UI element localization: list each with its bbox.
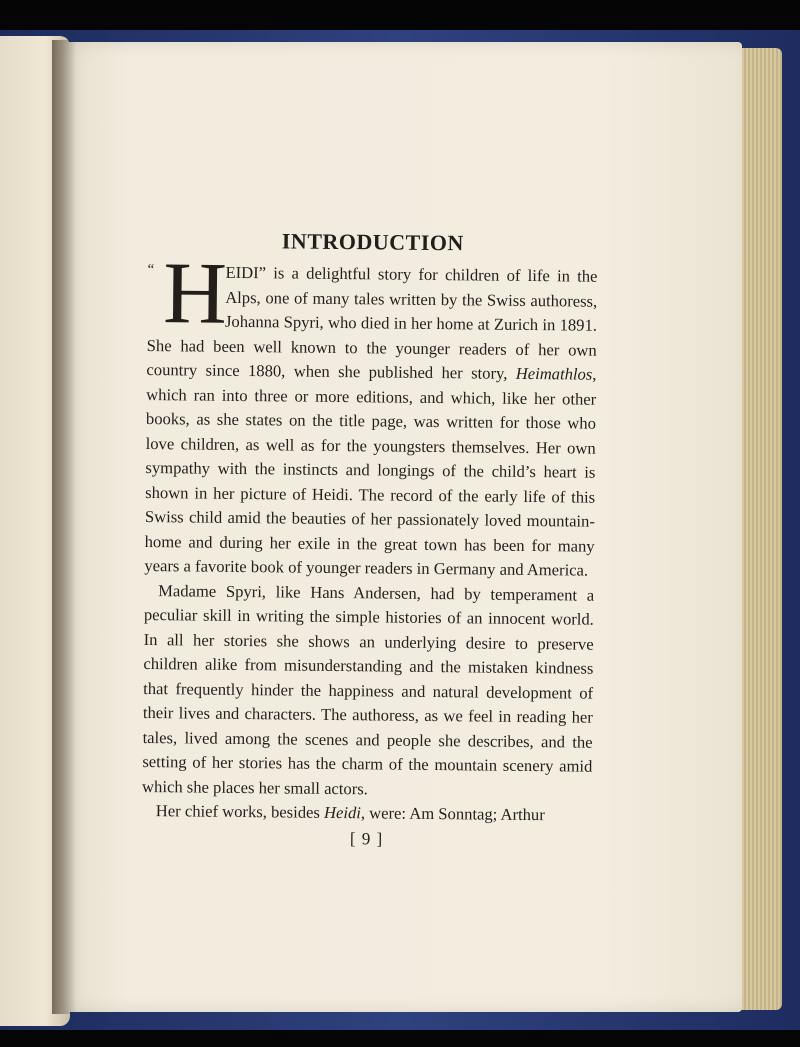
page-gutter [52,40,76,1014]
page-number: [ 9 ] [349,828,384,848]
book-title: Heimathlos [515,363,593,384]
drop-cap-letter: H [162,245,228,343]
paragraph-text: Madame Spyri, like Hans Andersen, had by temperament a peculiar skill in writing the simple histories of an innocent world. In all her stories she shows an underlying desire to preserve children alike from misunderstanding and the mistaken kindness that frequently hinder the happiness and natural development of their lives and characters. The authoress, as we feel in reading her tales, lived among the scenes and people she describes, and the setting of her stories has the charm of the mountain scenery amid which she places her small actors. [142,580,595,798]
paragraph-text: , were: Am Sonntag; Arthur [360,803,545,825]
paragraph-1 [144,245,598,583]
paragraph-text: Her chief works, besides [155,801,325,822]
drop-cap-quote: “ [147,261,155,279]
paragraph-text: EIDI” is a delightful story for children of life in the Alps, one of many tales written by the Swiss authoress, Johanna Spyri, who died in her home at Zurich in 1891. She had been well known to the younger readers of her own country since 1880, when she published her story, [146,262,598,383]
paragraph-2 [142,578,594,803]
paragraph-text: , which ran into three or more editions, and which, like her other books, as she states on the title page, was written for those who love children, as well as for the youngsters themselves. Her own sympathy with the instincts and longings of the child’s heart is shown in her picture of Heidi. The record of the early life of this Swiss child amid the beauties of her passionately loved mountain-home and during her exile in the great town has been for many years a favorite book of younger readers in Germany and America. [144,364,597,580]
page-title: INTRODUCTION [281,228,464,256]
page-text [141,225,598,854]
drop-cap [147,245,228,343]
paragraph-3 [142,799,592,828]
book-title: Heidi [323,802,362,823]
